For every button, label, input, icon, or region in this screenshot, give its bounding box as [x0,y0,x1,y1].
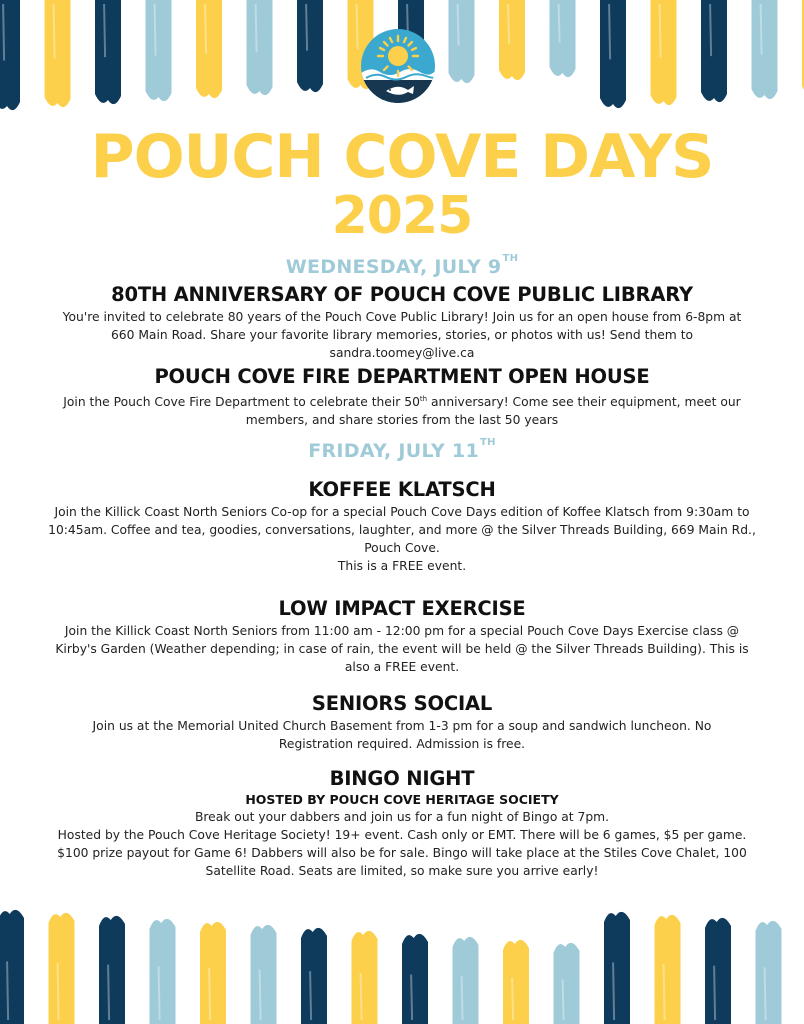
brush-texture [664,964,665,1020]
brush-texture [159,966,160,1020]
friday-section [40,437,764,462]
day-heading-wednesday: WEDNESDAY, JULY 9TH [285,253,519,278]
event-description-line: Join us at the Memorial United Church Basement from 1-3 pm for a soup and sandwich luncheon. No [92,719,712,733]
event-description-line: also a FREE event. [344,660,460,674]
event-title: POUCH COVE FIRE DEPARTMENT OPEN HOUSE [154,365,650,388]
brush-stripe [0,910,24,1024]
event-description-line: Registration required. Admission is free. [278,737,526,751]
event-description-line: Break out your dabbers and join us for a fun night of Bingo at 7pm. [194,810,610,824]
brush-texture [458,4,459,46]
event-description-line: 10:45am. Coffee and tea, goodies, conversations, laughter, and more @ the Silver Threads Building, 669 Main Rd., [48,523,756,537]
event-description-line: members, and share stories from the last 50 years [245,413,559,428]
event-library-anniversary [40,283,764,362]
event-description-line: You're invited to celebrate 80 years of the Pouch Cove Public Library! Join us for an open house from 6-8pm at [62,310,742,324]
event-title: LOW IMPACT EXERCISE [278,597,526,620]
event-title: 80TH ANNIVERSARY OF POUCH COVE PUBLIC LIBRARY [111,283,693,306]
pouch-cove-logo [360,28,436,122]
brush-stripe [196,0,222,98]
brush-texture [54,4,55,59]
brush-texture [613,962,614,1020]
brush-stripe [449,0,475,83]
brush-texture [563,979,564,1020]
brush-texture [660,4,661,58]
event-description-line: Satellite Road. Seats are limited, so make sure you arrive early! [205,864,599,878]
brush-stripe [352,931,378,1024]
brush-texture [462,976,463,1020]
brush-texture [108,965,109,1020]
brush-texture [761,4,762,54]
brush-texture [256,4,257,52]
brush-texture [3,4,4,61]
event-description-line: Join the Killick Coast North Seniors Co-op for a special Pouch Cove Days edition of Koffee Klatsch from 9:30am to [54,505,750,519]
brush-texture [609,4,610,59]
brush-stripe [45,0,71,107]
brush-stripe [503,940,529,1024]
brush-stripe [251,925,277,1024]
event-title: KOFFEE KLATSCH [308,478,496,501]
brush-texture [559,4,560,42]
brush-texture [155,4,156,56]
brush-stripe [499,0,525,80]
brush-texture [260,970,261,1020]
wednesday-section [40,253,764,278]
event-description-line: $100 prize payout for Game 6! Dabbers will also be for sale. Bingo will take place at the Stiles Cove Chalet, 100 [57,846,747,860]
brush-stripe [247,0,273,95]
brush-stripe [402,934,428,1024]
event-title: SENIORS SOCIAL [311,692,493,715]
brush-stripe [752,0,778,99]
brush-texture [209,968,210,1020]
bottom-brush-stripes [0,900,804,1024]
sun-wave-fish-logo-icon [360,28,436,122]
brush-stripe [99,916,125,1024]
brush-texture [310,971,311,1020]
brush-texture [710,4,711,56]
brush-texture [58,963,59,1020]
brush-stripe [49,913,75,1024]
day-heading-friday: FRIDAY, JULY 11TH [308,437,496,462]
brush-texture [7,961,8,1020]
bottom-stripes-graphic [0,900,804,1024]
event-title: BINGO NIGHT [329,767,475,790]
brush-stripe [453,937,479,1024]
brush-stripe [146,0,172,101]
brush-stripe [95,0,121,104]
brush-stripe [600,0,626,108]
brush-texture [357,4,358,49]
brush-stripe [756,921,782,1024]
brush-stripe [655,915,681,1024]
brush-texture [205,4,206,54]
brush-texture [765,967,766,1020]
brush-stripe [554,943,580,1024]
brush-texture [361,973,362,1020]
event-seniors-social [40,692,764,753]
brush-stripe [301,928,327,1024]
contact-email: sandra.toomey@live.ca [329,346,475,360]
event-description-line: This is a FREE event. [337,559,467,573]
brush-stripe [150,919,176,1024]
sun-icon [378,36,418,76]
brush-stripe [651,0,677,105]
brush-stripe [701,0,727,102]
event-description-line: Hosted by the Pouch Cove Heritage Society! 19+ event. Cash only or EMT. There will be 6 games, $5 per game. [57,828,747,842]
event-description-line: Join the Pouch Cove Fire Department to celebrate their 50th anniversary! Come see their equipment, meet our [63,395,741,410]
event-bingo-night [40,767,764,880]
event-title-year: 2025 [331,186,473,246]
brush-stripe [604,912,630,1024]
event-description-line: Kirby's Garden (Weather depending; in case of rain, the event will be held @ the Silver Threads Building). This is [55,642,749,656]
event-koffee-klatsch [40,478,764,575]
event-low-impact-exercise [40,597,764,676]
event-subtitle: HOSTED BY POUCH COVE HERITAGE SOCIETY [245,792,559,807]
brush-stripe [550,0,576,77]
event-description-line: Pouch Cove. [364,541,440,555]
event-fire-department-open-house [40,365,764,429]
brush-stripe [705,918,731,1024]
brush-texture [104,4,105,57]
brush-stripe [200,922,226,1024]
brush-texture [411,975,412,1021]
event-title-line-1: POUCH COVE DAYS [90,122,714,192]
event-description-line: Join the Killick Coast North Seniors from 11:00 am - 12:00 pm for a special Pouch Cove Days Exercise class @ [64,624,740,638]
brush-texture [714,966,715,1020]
brush-texture [508,4,509,44]
brush-texture [512,978,513,1020]
brush-texture [306,4,307,51]
brush-stripe [297,0,323,92]
event-description-line: 660 Main Road. Share your favorite library memories, stories, or photos with us! Send them to [110,328,694,342]
